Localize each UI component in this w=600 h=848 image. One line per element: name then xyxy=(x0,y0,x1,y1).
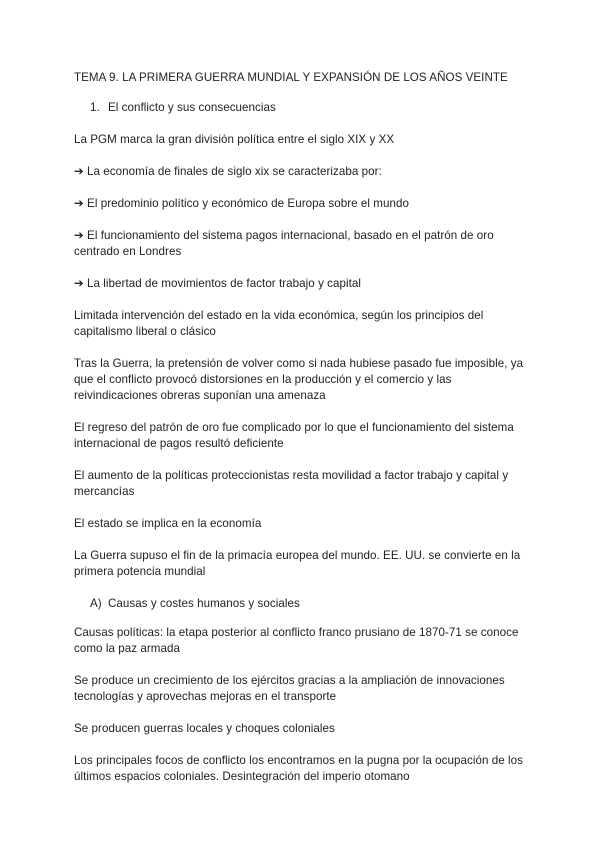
document-body xyxy=(74,70,534,801)
document-title: TEMA 9. LA PRIMERA GUERRA MUNDIAL Y EXPANSIÓN DE LOS AÑOS VEINTE xyxy=(74,71,508,84)
paragraph: Se produce un crecimiento de los ejércitos gracias a la ampliación de innovaciones tecnologías y aprovechas mejoras en el transporte xyxy=(74,674,505,703)
paragraph: El aumento de la políticas proteccionistas resta movilidad a factor trabajo y capital y mercancías xyxy=(74,469,509,498)
paragraph: Limitada intervención del estado en la vida económica, según los principios del capitalismo liberal o clásico xyxy=(74,309,484,338)
arrow-bullet-paragraph: ➔ La libertad de movimientos de factor trabajo y capital xyxy=(74,277,362,290)
paragraph: La PGM marca la gran división política entre el siglo XIX y XX xyxy=(74,133,395,146)
paragraph: Tras la Guerra, la pretensión de volver como si nada hubiese pasado fue imposible, ya que el conflicto provocó distorsiones en la producción y el comercio y las reivindicaciones obreras suponían una amenaza xyxy=(74,357,524,402)
paragraph: Se producen guerras locales y choques coloniales xyxy=(74,722,335,735)
subsection-heading xyxy=(74,596,534,612)
paragraph: Los principales focos de conflicto los encontramos en la pugna por la ocupación de los últimos espacios coloniales. Desintegración del imperio otomano xyxy=(74,754,523,783)
paragraph: El regreso del patrón de oro fue complicado por lo que el funcionamiento del sistema internacional de pagos resultó deficiente xyxy=(74,421,514,450)
paragraph: Causas políticas: la etapa posterior al conflicto franco prusiano de 1870-71 se conoce como la paz armada xyxy=(74,626,519,655)
section-label: El conflicto y sus consecuencias xyxy=(108,101,276,114)
arrow-bullet-paragraph: ➔ El funcionamiento del sistema pagos internacional, basado en el patrón de oro centrado en Londres xyxy=(74,229,494,258)
paragraph: La Guerra supuso el fin de la primacía europea del mundo. EE. UU. se convierte en la primera potencia mundial xyxy=(74,549,521,578)
arrow-bullet-paragraph: ➔ El predominio político y económico de Europa sobre el mundo xyxy=(74,197,409,210)
section-heading xyxy=(74,100,534,116)
subsection-label: Causas y costes humanos y sociales xyxy=(108,597,300,610)
section-number: 1. xyxy=(90,101,100,114)
paragraph: El estado se implica en la economía xyxy=(74,517,262,530)
subsection-letter: A) xyxy=(90,597,102,610)
arrow-bullet-paragraph: ➔ La economía de finales de siglo xix se caracterizaba por: xyxy=(74,165,382,178)
